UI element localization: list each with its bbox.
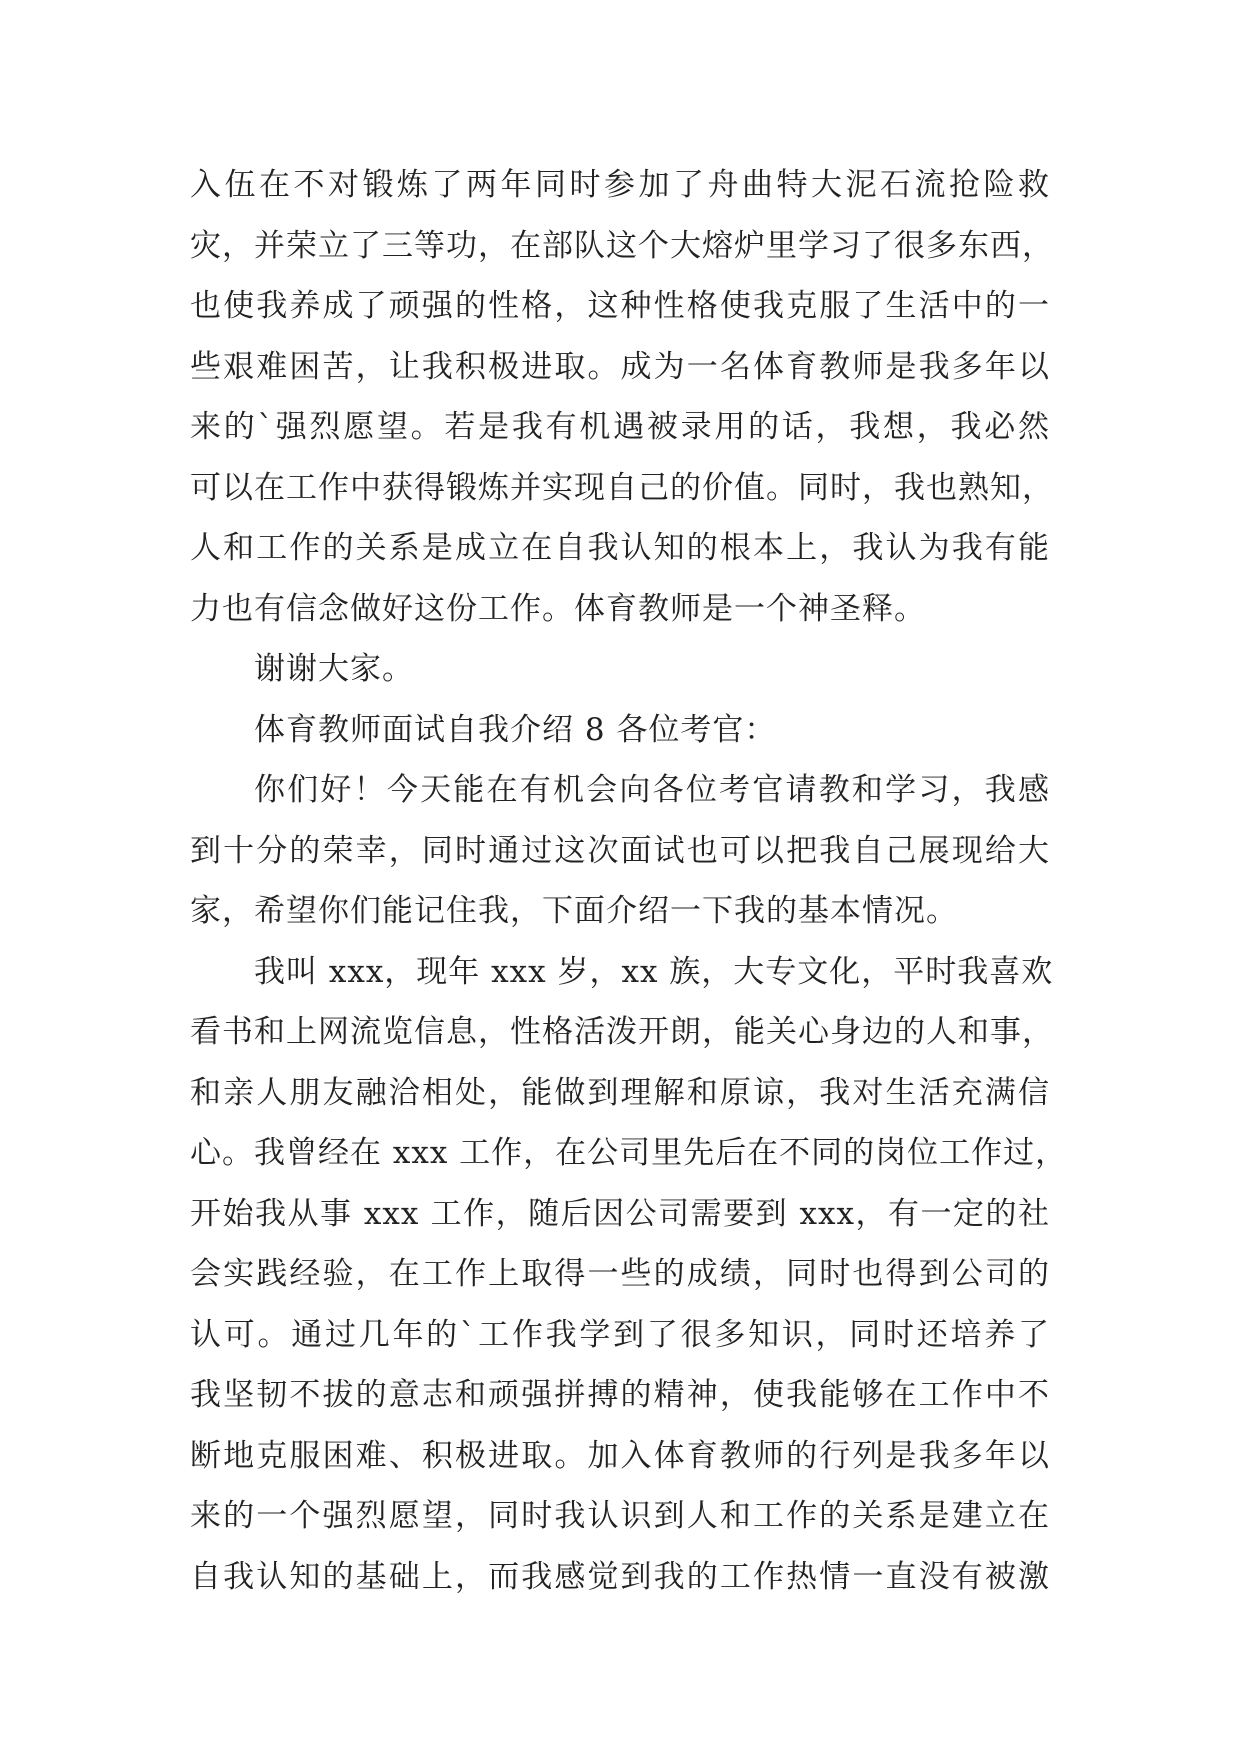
text-line: 来的`强烈愿望。若是我有机遇被录用的话，我想，我必然 xyxy=(190,409,1050,445)
text-line: 灾，并荣立了三等功，在部队这个大熔炉里学习了很多东西， xyxy=(190,227,1054,264)
text-line: 开始我从事 xxx 工作，随后因公司需要到 xxx，有一定的社 xyxy=(190,1195,1050,1232)
text-line: 入伍在不对锻炼了两年同时参加了舟曲特大泥石流抢险救 xyxy=(190,167,1050,203)
text-line: 和亲人朋友融洽相处，能做到理解和原谅，我对生活充满信 xyxy=(190,1074,1050,1111)
text-line: 认可。通过几年的`工作我学到了很多知识，同时还培养了 xyxy=(190,1316,1050,1353)
text-line: 断地克服困难、积极进取。加入体育教师的行列是我多年以 xyxy=(190,1437,1050,1474)
text-line: 我叫 xxx，现年 xxx 岁，xx 族，大专文化，平时我喜欢 xyxy=(254,953,1054,990)
text-line: 你们好！今天能在有机会向各位考官请教和学习，我感 xyxy=(254,772,1050,808)
text-line: 人和工作的关系是成立在自我认知的根本上，我认为我有能 xyxy=(190,530,1050,566)
text-line: 家，希望你们能记住我，下面介绍一下我的基本情况。 xyxy=(190,893,958,929)
text-line: 可以在工作中获得锻炼并实现自己的价值。同时，我也熟知， xyxy=(190,469,1054,506)
text-line: 力也有信念做好这份工作。体育教师是一个神圣释。 xyxy=(190,590,926,627)
text-line: 心。我曾经在 xxx 工作，在公司里先后在不同的岗位工作过， xyxy=(190,1135,1068,1171)
text-line: 也使我养成了顽强的性格，这种性格使我克服了生活中的一 xyxy=(190,288,1050,324)
section-heading: 体育教师面试自我介绍 8 各位考官： xyxy=(254,711,777,748)
paragraph-thanks: 谢谢大家。 xyxy=(254,651,414,687)
text-line: 我坚韧不拔的意志和顽强拼搏的精神，使我能够在工作中不 xyxy=(190,1377,1050,1413)
text-line: 会实践经验，在工作上取得一些的成绩，同时也得到公司的 xyxy=(190,1256,1050,1292)
text-line: 自我认知的基础上，而我感觉到我的工作热情一直没有被激 xyxy=(190,1558,1050,1595)
text-line: 到十分的荣幸，同时通过这次面试也可以把我自己展现给大 xyxy=(190,832,1050,869)
document-body xyxy=(190,155,1068,1607)
text-line: 看书和上网流览信息，性格活泼开朗，能关心身边的人和事， xyxy=(190,1014,1054,1050)
text-line: 来的一个强烈愿望，同时我认识到人和工作的关系是建立在 xyxy=(190,1498,1050,1534)
text-line: 些艰难困苦，让我积极进取。成为一名体育教师是我多年以 xyxy=(190,348,1050,385)
